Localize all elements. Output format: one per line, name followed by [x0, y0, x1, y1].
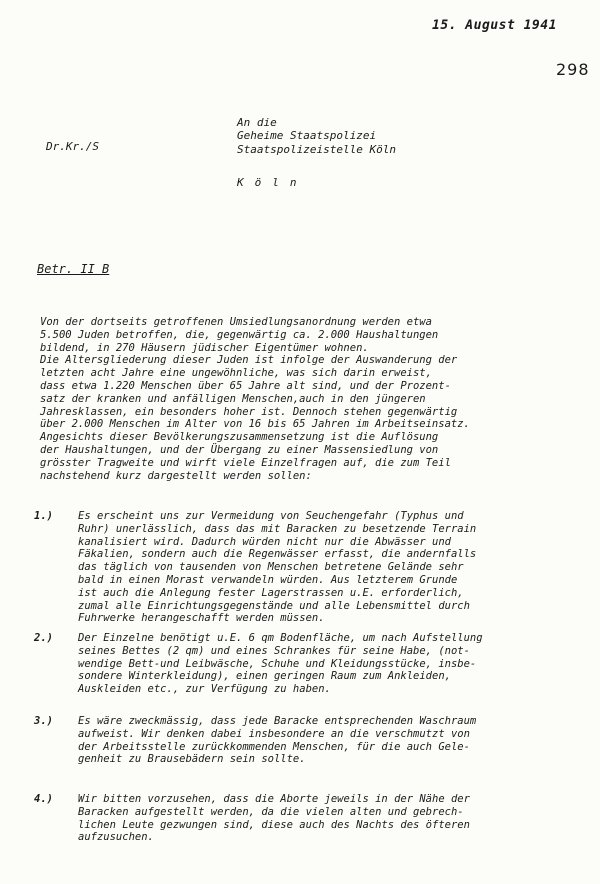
- text-line: ist auch die Anlegung fester Lagerstrassen u.E. erforderlich,: [78, 586, 464, 599]
- text-line: der Haushaltungen, und der Übergang zu einer Massensiedlung von: [40, 443, 439, 456]
- text-line: Wir bitten vorzusehen, dass die Aborte jeweils in der Nähe der: [78, 793, 470, 805]
- text-line: kanalisiert wird. Dadurch würden nicht nur die Abwässer und: [78, 535, 451, 548]
- text-line: genheit zu Brausebädern sein sollte.: [78, 753, 306, 766]
- text-line: Von der dortseits getroffenen Umsiedlungsanordnung werden etwa: [40, 316, 432, 328]
- text-line: bald in einen Morast verwandeln würden. Aus letzterem Grunde: [78, 573, 458, 586]
- address-line-2: Geheime Staatspolizei: [237, 129, 377, 142]
- subject-line: Betr. II B: [37, 262, 110, 276]
- list-item-number: 2.): [34, 632, 53, 644]
- text-line: Angesichts dieser Bevölkerungszusammensetzung ist die Auflösung: [40, 431, 439, 444]
- list-item-4: [34, 793, 590, 844]
- text-line: das täglich von tausenden von Menschen betretene Gelände sehr: [78, 561, 464, 574]
- list-item-text: [78, 510, 590, 625]
- list-item-3: [34, 715, 590, 766]
- text-line: der Arbeitsstelle zurückkommenden Menschen, für die auch Gele-: [78, 740, 470, 753]
- text-line: sondere Winterkleidung), einen geringen Raum zum Ankleiden,: [78, 670, 451, 683]
- text-line: über 2.000 Menschen im Alter von 16 bis 65 Jahren im Arbeitseinsatz.: [40, 418, 470, 431]
- text-line: satz der kranken und anfälligen Menschen,auch in den jüngeren: [40, 392, 426, 405]
- list-item-2: [34, 632, 590, 696]
- list-item-text: [78, 632, 590, 696]
- text-line: Ruhr) unerlässlich, dass das mit Baracken zu besetzende Terrain: [78, 522, 477, 535]
- text-line: Der Einzelne benötigt u.E. 6 qm Bodenfläche, um nach Aufstellung: [78, 632, 483, 644]
- letter-date: 15. August 1941: [432, 18, 557, 33]
- text-line: Baracken aufgestellt werden, da die vielen alten und gebrech-: [78, 805, 464, 818]
- list-item-text: [78, 715, 590, 766]
- list-item-number: 3.): [34, 715, 53, 727]
- text-line: Es wäre zweckmässig, dass jede Baracke entsprechenden Waschraum: [78, 715, 477, 727]
- list-item-text: [78, 793, 590, 844]
- text-line: seines Bettes (2 qm) und eines Schrankes für seine Habe, (not-: [78, 644, 470, 657]
- list-item-number: 1.): [34, 510, 53, 522]
- address-line-3: Staatspolizeistelle Köln: [237, 143, 396, 156]
- text-line: grösster Tragweite und wirft viele Einzelfragen auf, die zum Teil: [40, 456, 451, 469]
- text-line: letzten acht Jahre eine ungewöhnliche, was sich darin erweist,: [40, 367, 432, 380]
- intro-paragraph: [40, 316, 590, 482]
- list-item-number: 4.): [34, 793, 53, 805]
- text-line: Fuhrwerke herangeschafft werden müssen.: [78, 612, 325, 625]
- text-line: dass etwa 1.220 Menschen über 65 Jahre alt sind, und der Prozent-: [40, 379, 451, 392]
- text-line: Die Altersgliederung dieser Juden ist infolge der Auswanderung der: [40, 354, 458, 367]
- text-line: Auskleiden etc., zur Verfügung zu haben.: [78, 683, 331, 696]
- text-line: wendige Bett-und Leibwäsche, Schuhe und Kleidungsstücke, insbe-: [78, 657, 477, 670]
- text-line: nachstehend kurz dargestellt werden sollen:: [40, 469, 312, 482]
- text-line: Es erscheint uns zur Vermeidung von Seuchengefahr (Typhus und: [78, 510, 464, 522]
- text-line: 5.500 Juden betroffen, die, gegenwärtig ca. 2.000 Haushaltungen: [40, 328, 439, 341]
- text-line: lichen Leute gezwungen sind, diese auch des Nachts des öfteren: [78, 818, 470, 831]
- reference-code: Dr.Kr./S: [46, 140, 99, 153]
- list-item-1: [34, 510, 590, 625]
- text-line: Fäkalien, sondern auch die Regenwässer erfasst, die andernfalls: [78, 548, 477, 561]
- text-line: bildend, in 270 Häusern jüdischer Eigentümer wohnen.: [40, 341, 369, 354]
- text-line: aufzusuchen.: [78, 831, 154, 844]
- text-line: Jahresklassen, ein besonders hoher ist. Dennoch stehen gegenwärtig: [40, 405, 458, 418]
- text-line: aufweist. Wir denken dabei insbesondere an die verschmutzt von: [78, 727, 470, 740]
- text-line: zumal alle Einrichtungsgegenstände und alle Lebensmittel durch: [78, 599, 470, 612]
- page-number: 298: [556, 60, 590, 79]
- address-city: Köln: [237, 176, 308, 189]
- address-line-1: An die: [237, 116, 277, 129]
